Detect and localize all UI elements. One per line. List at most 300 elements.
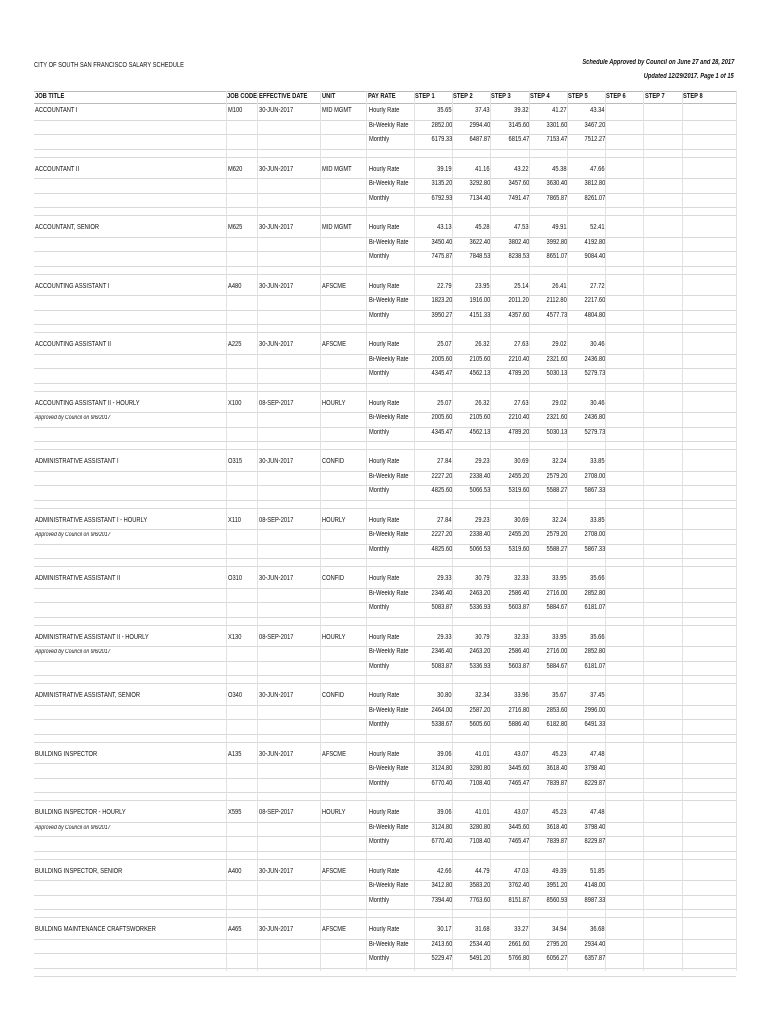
step-4-value: 6182.80	[546, 721, 567, 729]
step-5-value: 4148.00	[584, 882, 605, 890]
step-1-value: 4345.47	[431, 428, 452, 436]
step-5-value: 9084.40	[584, 253, 605, 261]
step-2-value: 2463.20	[469, 589, 490, 597]
job-code: O340	[228, 692, 243, 699]
step-3-value: 2661.60	[508, 940, 529, 948]
step-5-value: 3812.80	[584, 180, 605, 188]
effective-date: 30-JUN-2017	[259, 341, 294, 348]
job-title: BUILDING INSPECTOR - HOURLY	[35, 809, 126, 816]
step-3-value: 25.14	[514, 282, 529, 290]
header-effective-date: EFFECTIVE DATE	[259, 93, 308, 100]
approval-note: Schedule Approved by Council on June 27 and 28, 2017	[582, 59, 734, 66]
job-code: M625	[228, 224, 243, 231]
step-5-value: 3798.40	[584, 765, 605, 773]
job-code: A480	[228, 282, 242, 290]
step-5-value: 2996.00	[584, 706, 605, 714]
step-4-value: 45.38	[552, 165, 567, 173]
pay-rate-label: Monthly	[369, 545, 390, 553]
column-rule	[366, 91, 367, 971]
row-rule	[34, 880, 736, 881]
step-4-value: 2716.00	[546, 589, 567, 597]
step-3-value: 2586.40	[508, 648, 529, 656]
job-title: BUILDING MAINTENANCE CRAFTSWORKER	[35, 926, 156, 933]
step-5-value: 2708.00	[584, 531, 605, 539]
approval-note: Approved by Council on 9/6/2017	[35, 824, 111, 831]
pay-rate-label: Monthly	[369, 194, 390, 202]
step-2-value: 3292.80	[469, 180, 490, 188]
step-1-value: 29.33	[437, 575, 452, 582]
row-rule	[34, 324, 736, 325]
column-rule	[567, 91, 568, 971]
row-rule	[34, 939, 736, 940]
step-3-value: 2011.20	[508, 297, 529, 305]
step-1-value: 43.13	[437, 224, 452, 231]
step-3-value: 5766.80	[508, 955, 529, 963]
header-job-code: JOB CODE	[227, 93, 257, 100]
row-rule	[34, 544, 736, 545]
step-2-value: 3280.80	[469, 765, 490, 773]
step-5-value: 33.85	[590, 516, 605, 524]
pay-rate-label: Monthly	[369, 253, 390, 261]
step-3-value: 3445.60	[508, 765, 529, 773]
job-code: A400	[228, 867, 242, 875]
step-3-value: 27.63	[514, 341, 529, 348]
step-5-value: 47.66	[590, 165, 605, 173]
step-3-value: 5603.87	[508, 662, 529, 670]
step-5-value: 47.48	[590, 750, 605, 758]
pay-rate-label: Monthly	[369, 721, 390, 729]
row-rule	[34, 391, 736, 392]
bargaining-unit: AFSCME	[322, 867, 346, 875]
step-2-value: 29.23	[475, 516, 490, 524]
row-rule	[34, 485, 736, 486]
pay-rate-label: Hourly Rate	[369, 282, 400, 290]
pay-rate-label: Monthly	[369, 370, 390, 378]
step-1-value: 2227.20	[431, 472, 452, 480]
step-4-value: 3618.40	[546, 823, 567, 831]
bargaining-unit: AFSCME	[322, 750, 346, 758]
effective-date: 08-SEP-2017	[259, 516, 294, 524]
pay-rate-label: Bi-Weekly Rate	[369, 823, 409, 831]
step-5-value: 27.72	[590, 282, 605, 290]
step-2-value: 45.28	[475, 224, 490, 231]
step-2-value: 2587.20	[469, 706, 490, 714]
step-2-value: 2338.40	[469, 531, 490, 539]
step-2-value: 7763.60	[469, 896, 490, 904]
step-4-value: 32.24	[552, 458, 567, 465]
row-rule	[34, 332, 736, 333]
row-rule	[34, 368, 736, 369]
step-5-value: 5867.33	[584, 545, 605, 553]
effective-date: 30-JUN-2017	[259, 224, 294, 231]
step-3-value: 43.07	[514, 809, 529, 816]
step-2-value: 2338.40	[469, 472, 490, 480]
row-rule	[34, 705, 736, 706]
step-5-value: 8261.07	[584, 194, 605, 202]
step-1-value: 6770.40	[431, 779, 452, 787]
column-rule	[490, 91, 491, 971]
job-title: ACCOUNTANT II	[35, 165, 80, 173]
header-step-5: STEP 5	[568, 93, 588, 100]
column-rule	[605, 91, 606, 971]
row-rule	[34, 778, 736, 779]
step-5-value: 36.68	[590, 926, 605, 933]
step-2-value: 26.32	[475, 399, 490, 407]
step-2-value: 41.01	[475, 750, 490, 758]
pay-rate-label: Hourly Rate	[369, 926, 400, 933]
row-rule	[34, 683, 736, 684]
step-5-value: 33.85	[590, 458, 605, 465]
step-2-value: 30.79	[475, 575, 490, 582]
pay-rate-label: Bi-Weekly Rate	[369, 706, 409, 714]
pay-rate-label: Hourly Rate	[369, 692, 400, 699]
step-1-value: 4825.60	[431, 545, 452, 553]
effective-date: 08-SEP-2017	[259, 809, 294, 816]
bargaining-unit: CONFID	[322, 692, 345, 699]
step-4-value: 5884.67	[546, 604, 567, 612]
job-code: X110	[228, 516, 241, 524]
pay-rate-label: Hourly Rate	[369, 341, 400, 348]
step-4-value: 49.91	[552, 224, 567, 231]
header-step-7: STEP 7	[645, 93, 665, 100]
row-rule	[34, 646, 736, 647]
step-5-value: 4804.80	[584, 311, 605, 319]
step-2-value: 5066.53	[469, 545, 490, 553]
step-4-value: 7865.87	[546, 194, 567, 202]
job-code: A225	[228, 341, 242, 348]
pay-rate-label: Bi-Weekly Rate	[369, 531, 409, 539]
pay-rate-label: Bi-Weekly Rate	[369, 121, 409, 129]
step-3-value: 43.22	[514, 165, 529, 173]
step-5-value: 5279.73	[584, 428, 605, 436]
row-rule	[34, 441, 736, 442]
step-2-value: 3280.80	[469, 823, 490, 831]
row-rule	[34, 661, 736, 662]
step-2-value: 26.32	[475, 341, 490, 348]
row-rule	[34, 134, 736, 135]
step-2-value: 29.23	[475, 458, 490, 465]
step-2-value: 3583.20	[469, 882, 490, 890]
row-rule	[34, 617, 736, 618]
step-4-value: 41.27	[552, 107, 567, 114]
row-rule	[34, 909, 736, 910]
step-5-value: 37.45	[590, 692, 605, 699]
step-4-value: 5884.67	[546, 662, 567, 670]
step-5-value: 5867.33	[584, 487, 605, 495]
step-2-value: 2463.20	[469, 648, 490, 656]
bargaining-unit: CONFID	[322, 458, 345, 465]
step-3-value: 32.33	[514, 633, 529, 641]
step-4-value: 2112.80	[546, 297, 567, 305]
pay-rate-label: Monthly	[369, 428, 390, 436]
bargaining-unit: AFSCME	[322, 282, 346, 290]
header-step-3: STEP 3	[491, 93, 511, 100]
step-4-value: 33.95	[552, 633, 567, 641]
step-4-value: 32.24	[552, 516, 567, 524]
effective-date: 30-JUN-2017	[259, 692, 294, 699]
approval-note: Approved by Council on 9/6/2017	[35, 649, 111, 656]
step-4-value: 45.23	[552, 809, 567, 816]
row-rule	[34, 412, 736, 413]
step-2-value: 30.79	[475, 633, 490, 641]
step-3-value: 2210.40	[508, 414, 529, 422]
row-rule	[34, 625, 736, 626]
effective-date: 30-JUN-2017	[259, 926, 294, 933]
pay-rate-label: Bi-Weekly Rate	[369, 355, 409, 363]
step-3-value: 2455.20	[508, 531, 529, 539]
pay-rate-label: Monthly	[369, 779, 390, 787]
row-rule	[34, 602, 736, 603]
step-5-value: 5279.73	[584, 370, 605, 378]
step-4-value: 8651.07	[546, 253, 567, 261]
step-3-value: 6815.47	[508, 136, 529, 144]
effective-date: 30-JUN-2017	[259, 165, 294, 173]
step-1-value: 5083.87	[431, 604, 452, 612]
row-rule	[34, 149, 736, 150]
step-1-value: 2413.60	[431, 940, 452, 948]
step-1-value: 2852.00	[431, 121, 452, 129]
row-rule	[34, 274, 736, 275]
step-1-value: 35.65	[437, 107, 452, 114]
step-2-value: 5491.20	[469, 955, 490, 963]
step-3-value: 2716.80	[508, 706, 529, 714]
step-4-value: 7839.87	[546, 838, 567, 846]
step-4-value: 26.41	[552, 282, 567, 290]
column-rule	[320, 91, 321, 971]
step-5-value: 2852.80	[584, 589, 605, 597]
column-rule	[736, 91, 737, 971]
job-code: M100	[228, 107, 243, 114]
job-title: ACCOUNTANT, SENIOR	[35, 224, 99, 231]
row-rule	[34, 193, 736, 194]
pay-rate-label: Bi-Weekly Rate	[369, 765, 409, 773]
row-rule	[34, 266, 736, 267]
pay-rate-label: Bi-Weekly Rate	[369, 589, 409, 597]
step-3-value: 5603.87	[508, 604, 529, 612]
step-1-value: 2346.40	[431, 648, 452, 656]
bargaining-unit: CONFID	[322, 575, 345, 582]
step-1-value: 39.06	[437, 750, 452, 758]
step-2-value: 2534.40	[469, 940, 490, 948]
step-5-value: 2934.40	[584, 940, 605, 948]
bargaining-unit: MID MGMT	[322, 165, 352, 173]
row-rule	[34, 529, 736, 530]
column-rule	[643, 91, 644, 971]
step-3-value: 2586.40	[508, 589, 529, 597]
step-3-value: 30.69	[514, 516, 529, 524]
row-rule	[34, 251, 736, 252]
effective-date: 30-JUN-2017	[259, 575, 294, 582]
row-rule	[34, 976, 736, 977]
step-3-value: 43.07	[514, 750, 529, 758]
pay-rate-label: Hourly Rate	[369, 458, 400, 465]
step-5-value: 7512.27	[584, 136, 605, 144]
job-title: ACCOUNTANT I	[35, 107, 78, 114]
row-rule	[34, 968, 736, 969]
step-4-value: 3630.40	[546, 180, 567, 188]
step-2-value: 32.34	[475, 692, 490, 699]
step-1-value: 3135.20	[431, 180, 452, 188]
step-1-value: 3950.27	[431, 311, 452, 319]
step-5-value: 30.46	[590, 399, 605, 407]
row-rule	[34, 675, 736, 676]
step-4-value: 8560.93	[546, 896, 567, 904]
step-4-value: 29.02	[552, 399, 567, 407]
pay-rate-label: Bi-Weekly Rate	[369, 940, 409, 948]
pay-rate-label: Hourly Rate	[369, 633, 400, 641]
row-rule	[34, 719, 736, 720]
pay-rate-label: Monthly	[369, 311, 390, 319]
step-4-value: 2716.00	[546, 648, 567, 656]
step-2-value: 7134.40	[469, 194, 490, 202]
step-1-value: 5338.67	[431, 721, 452, 729]
step-2-value: 1916.00	[469, 297, 490, 305]
row-rule	[34, 295, 736, 296]
row-rule	[34, 500, 736, 501]
step-2-value: 5336.93	[469, 604, 490, 612]
effective-date: 30-JUN-2017	[259, 107, 294, 114]
header-unit: UNIT	[322, 93, 336, 100]
step-3-value: 5886.40	[508, 721, 529, 729]
column-rule	[529, 91, 530, 971]
pay-rate-label: Hourly Rate	[369, 809, 400, 816]
pay-rate-label: Hourly Rate	[369, 165, 400, 173]
step-4-value: 3951.20	[546, 882, 567, 890]
step-2-value: 4562.13	[469, 370, 490, 378]
step-1-value: 2346.40	[431, 589, 452, 597]
column-rule	[682, 91, 683, 971]
step-1-value: 30.80	[437, 692, 452, 699]
step-3-value: 47.03	[514, 867, 529, 875]
job-title: ADMINISTRATIVE ASSISTANT II - HOURLY	[35, 633, 149, 641]
effective-date: 08-SEP-2017	[259, 633, 294, 641]
step-2-value: 31.68	[475, 926, 490, 933]
step-1-value: 4345.47	[431, 370, 452, 378]
step-2-value: 5066.53	[469, 487, 490, 495]
step-5-value: 8229.87	[584, 779, 605, 787]
step-1-value: 2464.00	[431, 706, 452, 714]
step-5-value: 6181.07	[584, 604, 605, 612]
row-rule	[34, 215, 736, 216]
step-5-value: 6357.87	[584, 955, 605, 963]
step-1-value: 1823.20	[431, 297, 452, 305]
step-2-value: 37.43	[475, 107, 490, 114]
header-step-4: STEP 4	[530, 93, 550, 100]
header-job-title: JOB TITLE	[35, 93, 65, 100]
step-4-value: 6056.27	[546, 955, 567, 963]
step-5-value: 2217.60	[584, 297, 605, 305]
row-rule	[34, 449, 736, 450]
step-1-value: 42.66	[437, 867, 452, 875]
step-4-value: 49.39	[552, 867, 567, 875]
step-3-value: 4789.20	[508, 428, 529, 436]
step-1-value: 39.19	[437, 165, 452, 173]
step-1-value: 30.17	[437, 926, 452, 933]
approval-note: Approved by Council on 9/6/2017	[35, 415, 111, 422]
bargaining-unit: HOURLY	[322, 633, 346, 641]
column-rule	[226, 91, 227, 971]
row-rule	[34, 822, 736, 823]
row-rule	[34, 237, 736, 238]
job-title: BUILDING INSPECTOR, SENIOR	[35, 867, 123, 875]
step-4-value: 33.95	[552, 575, 567, 582]
row-rule	[34, 508, 736, 509]
step-3-value: 3145.60	[508, 121, 529, 129]
step-3-value: 2210.40	[508, 355, 529, 363]
pay-rate-label: Monthly	[369, 896, 390, 904]
step-5-value: 3467.20	[584, 121, 605, 129]
row-rule	[34, 383, 736, 384]
step-4-value: 4577.73	[546, 311, 567, 319]
step-3-value: 4357.60	[508, 311, 529, 319]
step-4-value: 2579.20	[546, 472, 567, 480]
step-3-value: 8238.53	[508, 253, 529, 261]
step-1-value: 3450.40	[431, 238, 452, 246]
step-2-value: 5605.60	[469, 721, 490, 729]
step-5-value: 2852.80	[584, 648, 605, 656]
pay-rate-label: Hourly Rate	[369, 107, 400, 114]
step-4-value: 29.02	[552, 341, 567, 348]
step-4-value: 3618.40	[546, 765, 567, 773]
row-rule	[34, 859, 736, 860]
job-code: M620	[228, 165, 243, 173]
pay-rate-label: Monthly	[369, 604, 390, 612]
row-rule	[34, 427, 736, 428]
step-2-value: 41.16	[475, 165, 490, 173]
step-4-value: 7153.47	[546, 136, 567, 144]
row-rule	[34, 178, 736, 179]
step-1-value: 29.33	[437, 633, 452, 641]
step-5-value: 2436.80	[584, 414, 605, 422]
step-5-value: 30.46	[590, 341, 605, 348]
step-3-value: 39.32	[514, 107, 529, 114]
header-step-2: STEP 2	[453, 93, 473, 100]
step-2-value: 3622.40	[469, 238, 490, 246]
step-1-value: 3412.80	[431, 882, 452, 890]
step-1-value: 7394.40	[431, 896, 452, 904]
step-2-value: 2994.40	[469, 121, 490, 129]
job-code: X100	[228, 399, 242, 407]
job-title: ACCOUNTING ASSISTANT II - HOURLY	[35, 399, 140, 407]
effective-date: 30-JUN-2017	[259, 867, 294, 875]
job-title: ACCOUNTING ASSISTANT I	[35, 282, 110, 290]
column-rule	[257, 91, 258, 971]
pay-rate-label: Bi-Weekly Rate	[369, 648, 409, 656]
pay-rate-label: Monthly	[369, 136, 390, 144]
header-step-6: STEP 6	[606, 93, 626, 100]
pay-rate-label: Bi-Weekly Rate	[369, 180, 409, 188]
job-title: ADMINISTRATIVE ASSISTANT I - HOURLY	[35, 516, 148, 524]
step-2-value: 7848.53	[469, 253, 490, 261]
row-rule	[34, 354, 736, 355]
job-title: ADMINISTRATIVE ASSISTANT II	[35, 575, 121, 582]
step-5-value: 6491.33	[584, 721, 605, 729]
row-rule	[34, 207, 736, 208]
step-1-value: 3124.80	[431, 823, 452, 831]
job-code: A465	[228, 926, 242, 933]
effective-date: 08-SEP-2017	[259, 399, 294, 407]
step-3-value: 5319.60	[508, 545, 529, 553]
step-1-value: 22.79	[437, 282, 452, 290]
step-1-value: 4825.60	[431, 487, 452, 495]
row-rule	[34, 120, 736, 121]
bargaining-unit: MID MGMT	[322, 224, 352, 231]
step-4-value: 5030.13	[546, 428, 567, 436]
pay-rate-label: Hourly Rate	[369, 516, 400, 524]
step-3-value: 7491.47	[508, 194, 529, 202]
step-5-value: 51.85	[590, 867, 605, 875]
bargaining-unit: AFSCME	[322, 926, 346, 933]
